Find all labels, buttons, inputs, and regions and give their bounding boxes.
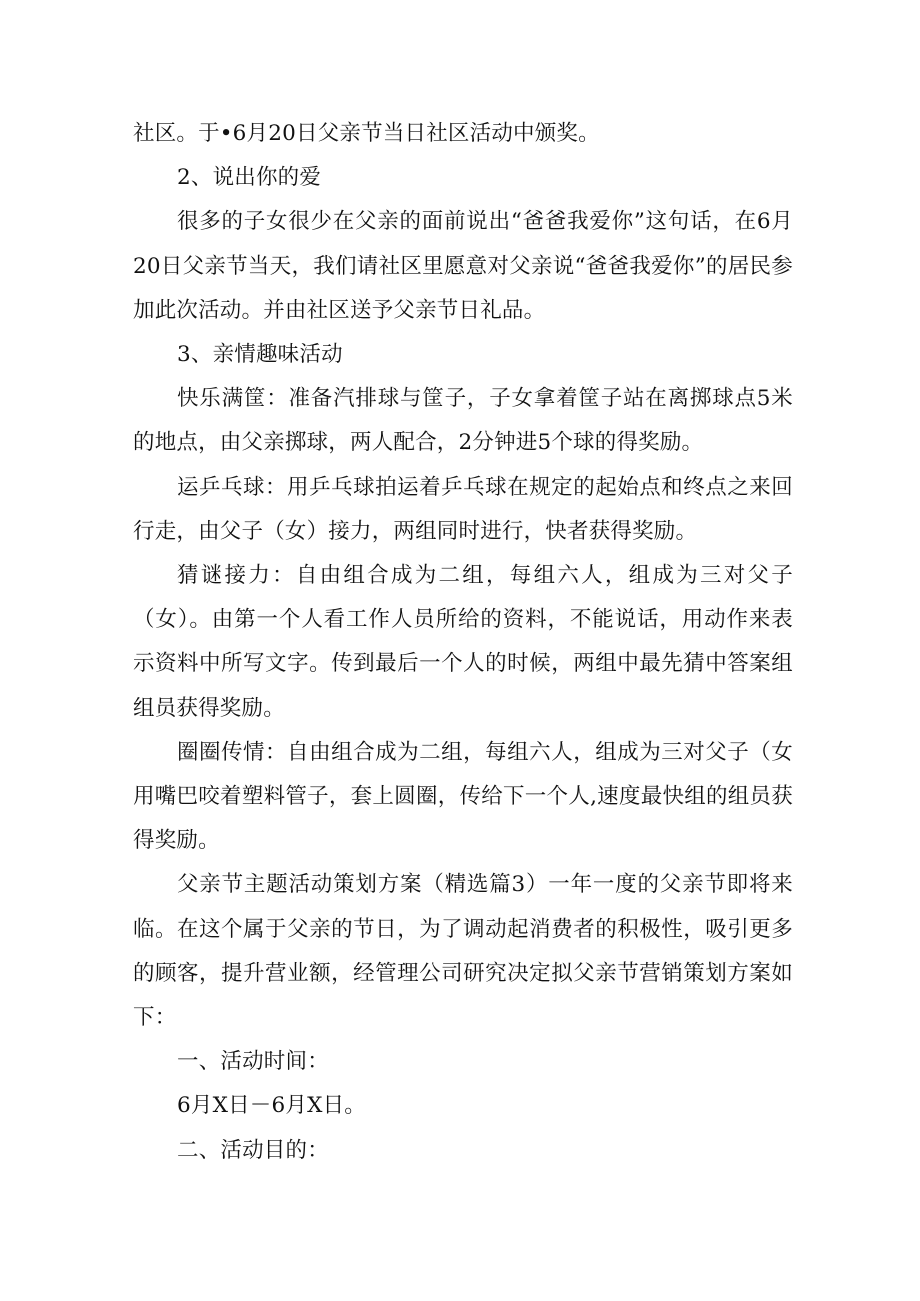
document-body [133, 112, 793, 1173]
paragraph-happy-basket: 快乐满筐：准备汽排球与筐子，子女拿着筐子站在离掷球点5米的地点，由父亲掷球，两人配合，2分钟进5个球的得奖励。 [133, 386, 793, 456]
section-heading-say-your-love: 2、说出你的爱 [177, 165, 322, 191]
paragraph-plan-intro: 父亲节主题活动策划方案（精选篇3）一年一度的父亲节即将来临。在这个属于父亲的节日，为了调动起消费者的积极性，吸引更多的顾客，提升营业额，经管理公司研究决定拟父亲节营销策划方案如下： [133, 872, 793, 1031]
section-heading-activity-time: 一、活动时间： [177, 1049, 329, 1075]
paragraph-continuation: 社区。于•6月20日父亲节当日社区活动中颁奖。 [133, 121, 600, 146]
paragraph-activity-dates: 6月X日－6月X日。 [177, 1093, 366, 1119]
paragraph-riddle-relay: 猜谜接力：自由组合成为二组，每组六人，组成为三对父子（女）。由第一个人看工作人员所给的资料，不能说话，用动作来表示资料中所写文字。传到最后一个人的时候，两组中最先猜中答案组组员获得奖励。 [133, 563, 793, 721]
paragraph-ping-pong: 运乒乓球：用乒乓球拍运着乒乓球在规定的起始点和终点之来回行走，由父子（女）接力，两组同时进行，快者获得奖励。 [133, 474, 793, 544]
section-heading-fun-activities: 3、亲情趣味活动 [177, 342, 343, 368]
paragraph-ring-pass: 圈圈传情：自由组合成为二组，每组六人，组成为三对父子（女用嘴巴咬着塑料管子，套上圆圈，传给下一个人,速度最快组的组员获得奖励。 [133, 739, 793, 854]
paragraph-say-your-love: 很多的子女很少在父亲的面前说出“爸爸我爱你”这句话，在6月20日父亲节当天，我们请社区里愿意对父亲说“爸爸我爱你”的居民参加此次活动。并由社区送予父亲节日礼品。 [133, 209, 793, 323]
section-heading-activity-purpose: 二、活动目的： [177, 1137, 329, 1163]
